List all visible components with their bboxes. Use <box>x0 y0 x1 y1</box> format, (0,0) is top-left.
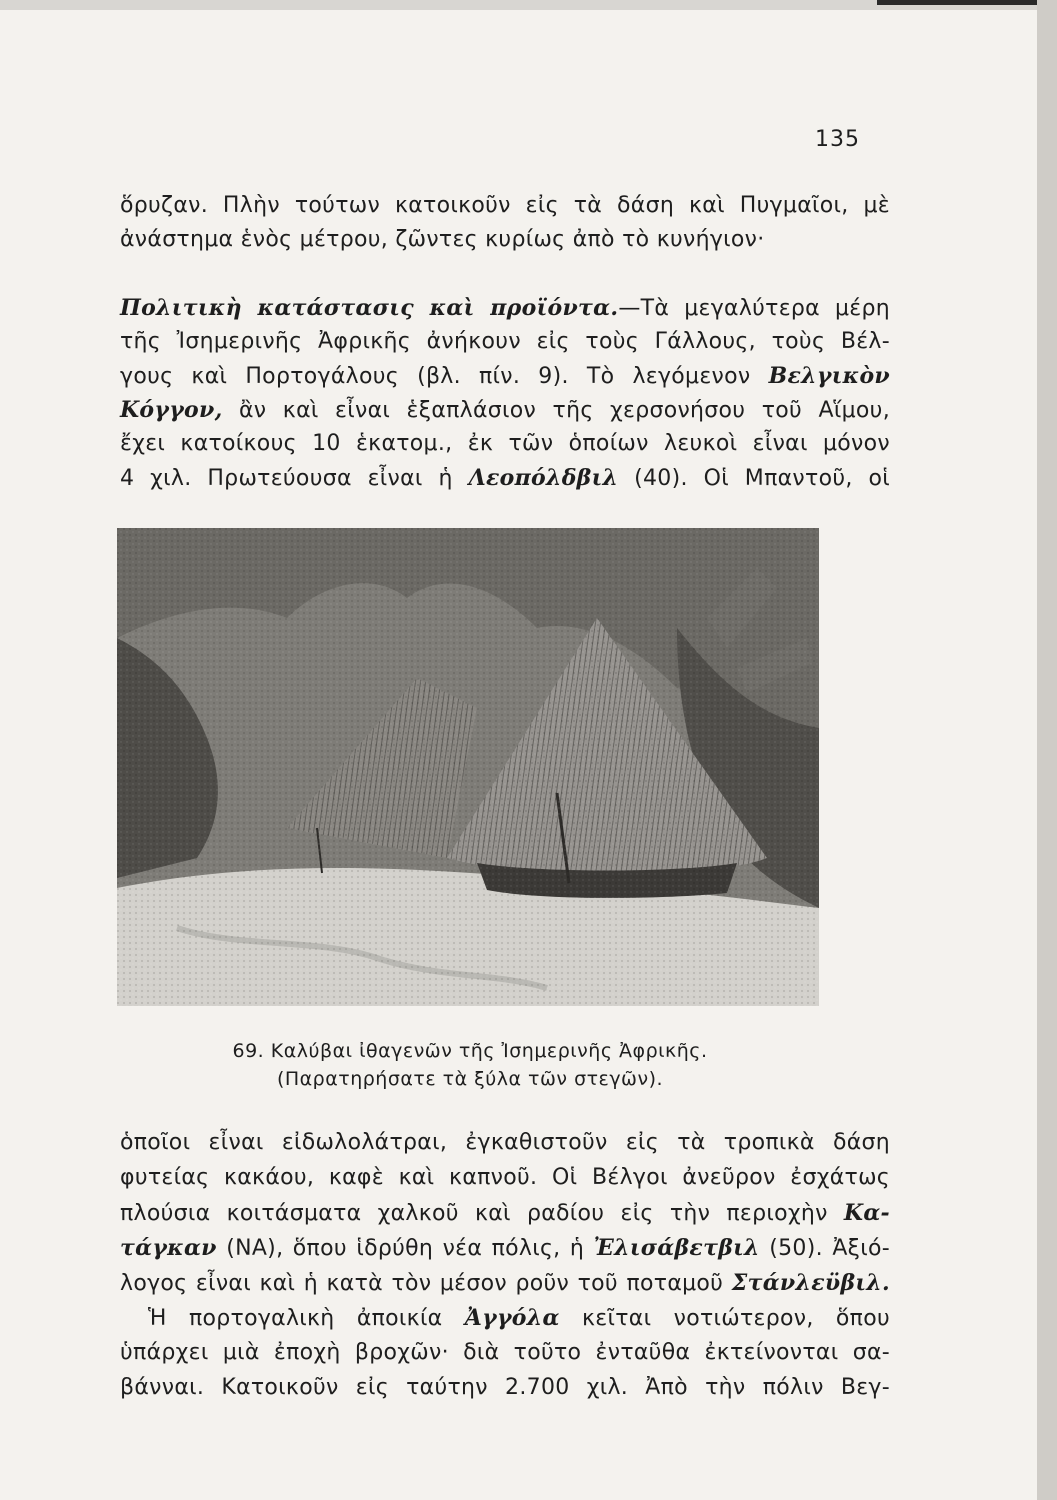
place-name: Κόγγον, <box>120 397 223 423</box>
text-span: 4 χιλ. Πρωτεύουσα εἶναι ἡ <box>120 466 469 491</box>
text-line: ὑπάρχει μιὰ ἐποχὴ βροχῶν· διὰ τοῦτο ἐνταῦθα ἐκτείνονται σα- <box>120 1340 890 1365</box>
text-line <box>120 462 890 495</box>
page-number: 135 <box>815 127 860 152</box>
place-name: Στάνλεϋβιλ. <box>731 1270 890 1296</box>
text-line: ὅρυζαν. Πλὴν τούτων κατοικοῦν εἰς τὰ δάση καὶ Πυγμαῖοι, μὲ <box>120 193 890 218</box>
text-line: ἀνάστημα ἑνὸς μέτρου, ζῶντες κυρίως ἀπὸ τὸ κυνήγιον· <box>120 227 765 252</box>
text-line <box>120 360 890 393</box>
place-name: Βελγικὸν <box>768 363 890 389</box>
figure-caption: (Παρατηρήσατε τὰ ξύλα τῶν στεγῶν). <box>276 1068 664 1090</box>
figure-caption: 69. Καλύβαι ἰθαγενῶν τῆς Ἰσημερινῆς Ἀφρικῆς. <box>232 1040 708 1062</box>
place-name: Ἀγγόλα <box>464 1305 560 1331</box>
text-span: ἂν καὶ εἶναι ἑξαπλάσιον τῆς χερσονήσου τοῦ Αἵμου, <box>222 398 890 423</box>
place-name: Λεοπόλδβιλ <box>468 465 619 491</box>
scan-right-edge <box>1037 0 1057 1500</box>
text-line <box>120 1197 890 1230</box>
text-line <box>120 292 890 325</box>
text-span: κεῖται νοτιώτερον, ὅπου <box>559 1306 890 1331</box>
place-name: Κα- <box>843 1200 890 1226</box>
text-line: ἔχει κατοίκους 10 ἑκατομ., ἐκ τῶν ὁποίων λευκοὶ εἶναι μόνον <box>120 431 890 456</box>
section-heading: Πολιτικὴ κατάστασις καὶ προϊόντα. <box>120 295 619 321</box>
text-line <box>120 1267 890 1300</box>
text-span: (50). Ἀξιό- <box>759 1236 890 1261</box>
scan-top-edge <box>0 0 1057 10</box>
text-line: τῆς Ἰσημερινῆς Ἀφρικῆς ἀνήκουν εἰς τοὺς Γάλλους, τοὺς Βέλ- <box>120 329 890 354</box>
text-span: Ἡ πορτογαλικὴ ἀποικία <box>148 1306 465 1331</box>
text-span: γους καὶ Πορτογάλους (βλ. πίν. 9). Τὸ λεγόμενον <box>120 364 769 389</box>
text-span: (40). Οἱ Μπαντοῦ, οἱ <box>618 466 890 491</box>
place-name: τάγκαν <box>120 1235 217 1261</box>
text-line: ὁποῖοι εἶναι εἰδωλολάτραι, ἐγκαθιστοῦν εἰς τὰ τροπικὰ δάση <box>120 1130 890 1155</box>
text-line <box>120 394 890 427</box>
hut-photograph <box>117 528 819 1006</box>
text-span: —Τὰ μεγαλύτερα μέρη <box>618 296 891 321</box>
text-line <box>120 1232 890 1265</box>
text-line: βάνναι. Κατοικοῦν εἰς ταύτην 2.700 χιλ. Ἀπὸ τὴν πόλιν Βεγ- <box>120 1375 890 1400</box>
text-line: φυτείας κακάου, καφὲ καὶ καπνοῦ. Οἱ Βέλγοι ἀνεῦρον ἐσχάτως <box>120 1165 890 1190</box>
place-name: Ἐλισάβετβιλ <box>593 1235 760 1261</box>
text-span: λογος εἶναι καὶ ἡ κατὰ τὸν μέσον ροῦν τοῦ ποταμοῦ <box>120 1271 732 1296</box>
text-span: (ΝΑ), ὅπου ἱδρύθη νέα πόλις, ἡ <box>216 1236 594 1261</box>
photo-grain <box>117 528 819 1006</box>
text-span: πλούσια κοιτάσματα χαλκοῦ καὶ ραδίου εἰς τὴν περιοχὴν <box>120 1201 844 1226</box>
text-line <box>148 1302 890 1335</box>
